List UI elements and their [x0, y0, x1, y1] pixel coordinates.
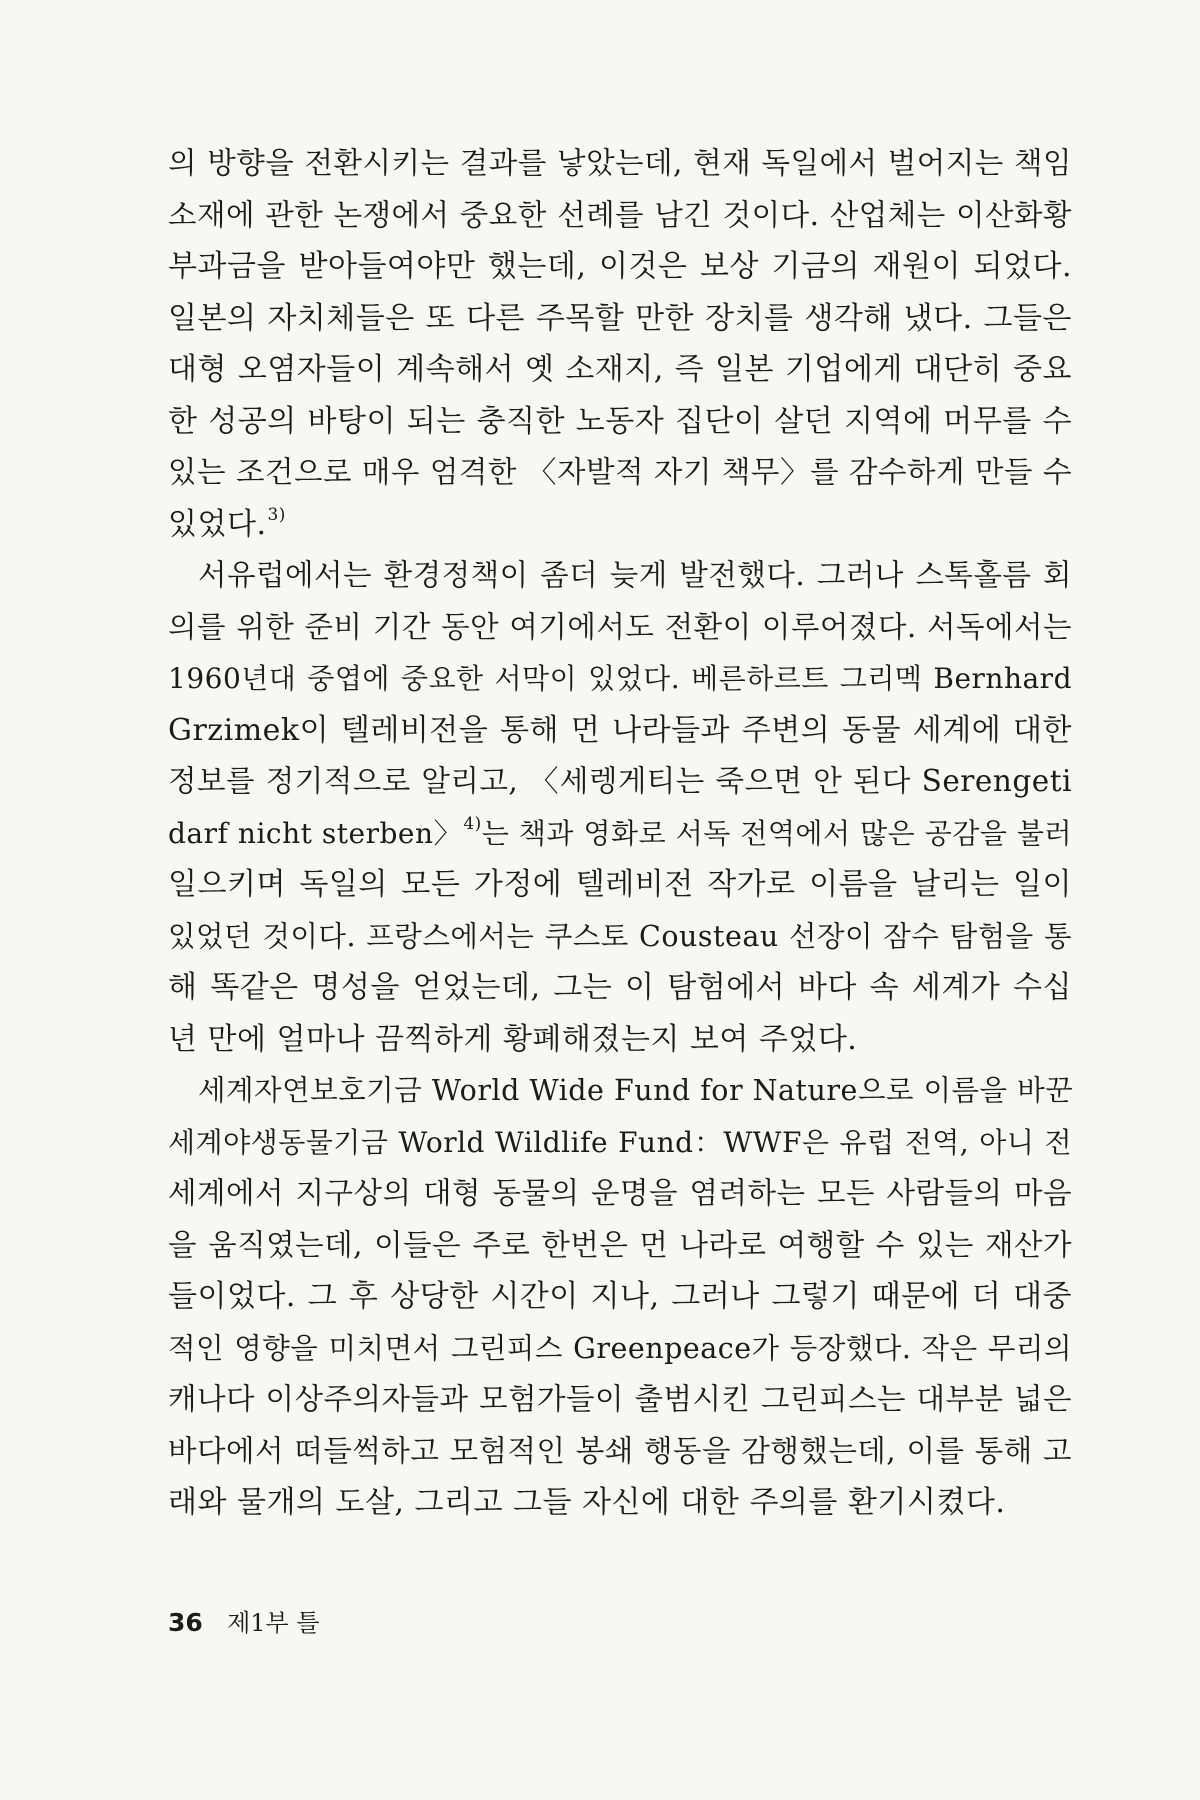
text-line: [168, 808, 1072, 860]
text-line: 년 만에 얼마나 끔찍하게 황폐해졌는지 보여 주었다.: [168, 1021, 858, 1057]
text-line: 일으키며 독일의 모든 가정에 텔레비전 작가로 이름을 날리는 일이: [168, 867, 1072, 902]
text-line: 래와 물개의 도살, 그리고 그들 자신에 대한 주의를 환기시켰다.: [168, 1485, 1006, 1520]
text-line: 서유럽에서는 환경정책이 좀더 늦게 발전했다. 그러나 스톡홀름 회: [198, 558, 1072, 592]
text-line: 세계자연보호기금 World Wide Fund for Nature으로 이름을 바꾼: [198, 1074, 1074, 1107]
text-line: 부과금을 받아들여야만 했는데, 이것은 보상 기금의 재원이 되었다.: [168, 249, 1072, 284]
text-line: 세계야생동물기금 World Wildlife Fund：WWF은 유럽 전역, 아니 전: [168, 1125, 1072, 1159]
text-line: 있는 조건으로 매우 엄격한 〈자발적 자기 책무〉를 감수하게 만들 수: [168, 455, 1072, 489]
text-line: 들이었다. 그 후 상당한 시간이 지나, 그러나 그렇기 때문에 더 대중: [168, 1279, 1072, 1314]
text-line: 바다에서 떠들썩하고 모험적인 봉쇄 행동을 감행했는데, 이를 통해 고: [168, 1433, 1072, 1468]
text-line: 을 움직였는데, 이들은 주로 한번은 먼 나라로 여행할 수 있는 재산가: [168, 1227, 1072, 1262]
text-line: 소재에 관한 논쟁에서 중요한 선례를 남긴 것이다. 산업체는 이산화황: [168, 197, 1072, 232]
text-line: 해 똑같은 명성을 얻었는데, 그는 이 탐험에서 바다 속 세계가 수십: [168, 970, 1072, 1005]
footnote-marker-3: 3): [267, 504, 286, 525]
text-line: 1960년대 중엽에 중요한 서막이 있었다. 베른하르트 그리멕 Bernhard: [168, 662, 1072, 695]
text-line: 의를 위한 준비 기간 동안 여기에서도 전환이 이루어졌다. 서독에서는: [168, 609, 1072, 644]
text-line: 대형 오염자들이 계속해서 옛 소재지, 즉 일본 기업에게 대단히 중요: [168, 352, 1072, 387]
body-text: [168, 138, 1072, 1529]
footnote-marker-4: 4): [463, 813, 482, 834]
text-line: 정보를 정기적으로 알리고, 〈세렝게티는 죽으면 안 된다 Serengeti: [168, 764, 1072, 798]
text-line: [168, 499, 1072, 551]
text-line: Grzimek이 텔레비전을 통해 먼 나라들과 주변의 동물 세계에 대한: [168, 712, 1072, 748]
text-line: 일본의 자치체들은 또 다른 주목할 만한 장치를 생각해 냈다. 그들은: [168, 300, 1072, 336]
text-span: darf nicht sterben〉: [168, 816, 463, 850]
text-line: 세계에서 지구상의 대형 동물의 운명을 염려하는 모든 사람들의 마음: [168, 1176, 1072, 1210]
text-line: 의 방향을 전환시키는 결과를 낳았는데, 현재 독일에서 벌어지는 책임: [168, 146, 1072, 180]
text-span: 는 책과 영화로 서독 전역에서 많은 공감을 불러: [481, 816, 1072, 850]
text-line: 캐나다 이상주의자들과 모험가들이 출범시킨 그린피스는 대부분 넓은: [168, 1382, 1072, 1416]
running-head: 제1부 틀: [227, 1609, 320, 1637]
text-line: 있었던 것이다. 프랑스에서는 쿠스토 Cousteau 선장이 잠수 탐험을 통: [168, 919, 1072, 953]
page-footer: [168, 1607, 320, 1639]
text-line: 한 성공의 바탕이 되는 충직한 노동자 집단이 살던 지역에 머무를 수: [168, 403, 1072, 439]
text-span: 있었다.: [168, 506, 267, 542]
text-line: 적인 영향을 미치면서 그린피스 Greenpeace가 등장했다. 작은 무리의: [168, 1331, 1072, 1365]
page-number: 36: [168, 1608, 203, 1637]
